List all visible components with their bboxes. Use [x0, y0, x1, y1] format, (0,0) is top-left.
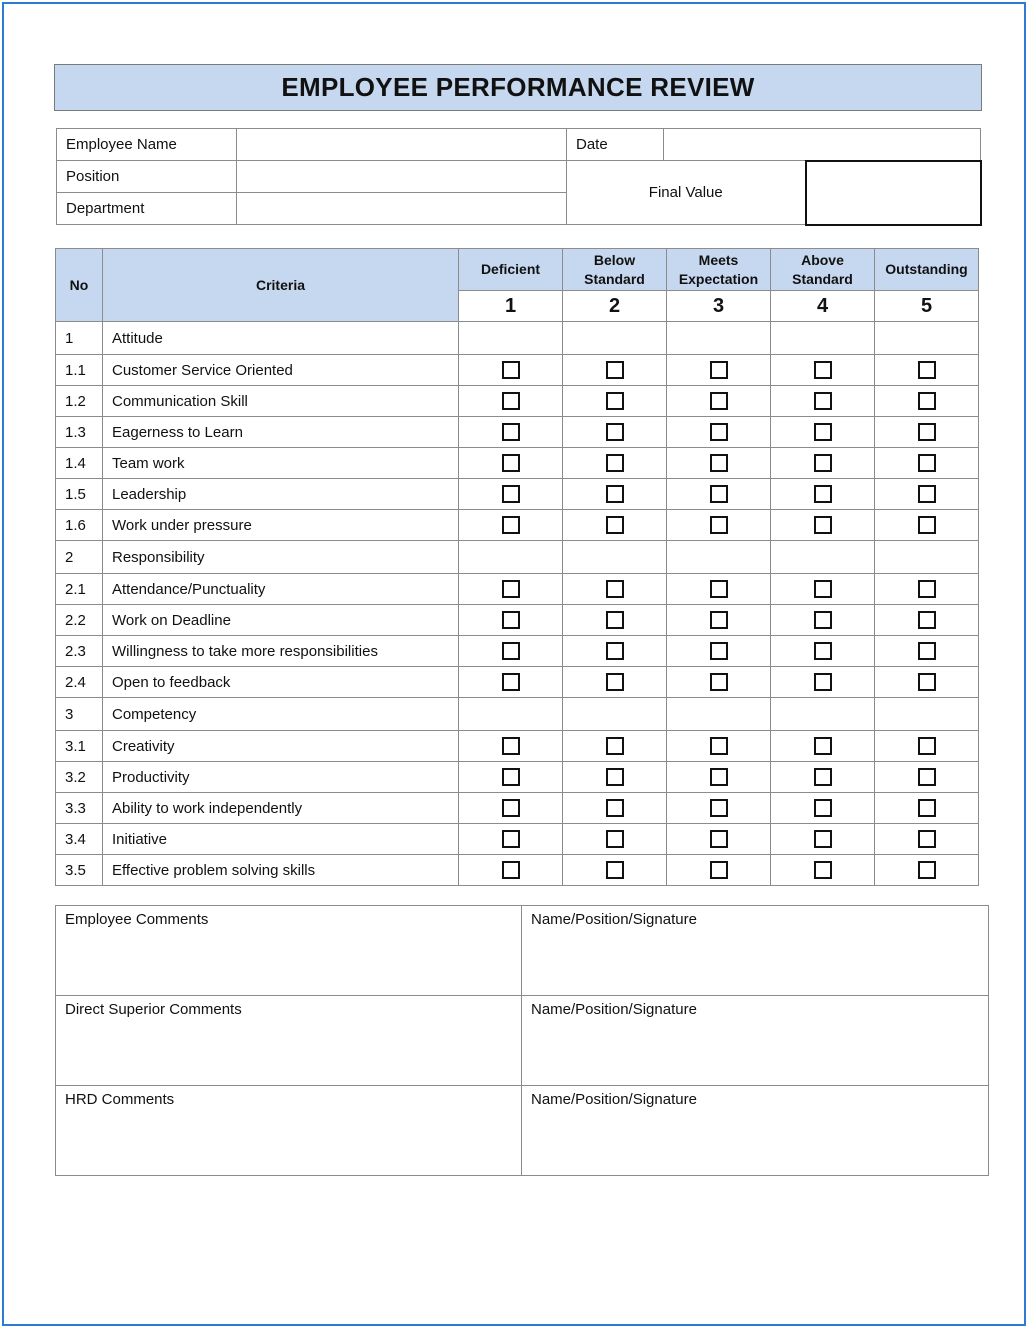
criteria-row — [56, 417, 979, 448]
rating-checkbox-1[interactable] — [502, 516, 520, 534]
rating-cell — [459, 731, 563, 762]
position-label: Position — [57, 161, 237, 193]
rating-cell — [771, 855, 875, 886]
rating-checkbox-1[interactable] — [502, 861, 520, 879]
employee-name-label: Employee Name — [57, 129, 237, 161]
rating-checkbox-3[interactable] — [710, 861, 728, 879]
rating-checkbox-1[interactable] — [502, 799, 520, 817]
rating-cell — [563, 386, 667, 417]
rating-cell — [875, 386, 979, 417]
rating-checkbox-3[interactable] — [710, 611, 728, 629]
rating-cell — [875, 574, 979, 605]
rating-value-4: 4 — [771, 291, 875, 322]
rating-cell — [667, 479, 771, 510]
rating-cell — [459, 417, 563, 448]
rating-checkbox-3[interactable] — [710, 799, 728, 817]
rating-cell — [667, 510, 771, 541]
rating-cell — [563, 636, 667, 667]
rating-cell — [563, 698, 667, 731]
rating-cell — [459, 355, 563, 386]
rating-cell — [875, 417, 979, 448]
rating-checkbox-2[interactable] — [606, 799, 624, 817]
rating-cell — [563, 574, 667, 605]
rating-value-2: 2 — [563, 291, 667, 322]
section-name: Responsibility — [103, 541, 459, 574]
criteria-name: Work under pressure — [103, 510, 459, 541]
criteria-name: Attendance/Punctuality — [103, 574, 459, 605]
rating-header-deficient: Deficient — [459, 249, 563, 291]
rating-value-5: 5 — [875, 291, 979, 322]
rating-cell — [459, 448, 563, 479]
department-label: Department — [57, 193, 237, 225]
rating-checkbox-3[interactable] — [710, 580, 728, 598]
rating-checkbox-5[interactable] — [918, 611, 936, 629]
comment-field[interactable]: Direct Superior Comments — [56, 996, 522, 1086]
criteria-name: Effective problem solving skills — [103, 855, 459, 886]
criteria-number: 2.2 — [56, 605, 103, 636]
rating-cell — [667, 698, 771, 731]
rating-header-below-standard: Below Standard — [563, 249, 667, 291]
rating-cell — [875, 541, 979, 574]
section-number: 3 — [56, 698, 103, 731]
criteria-row — [56, 386, 979, 417]
rating-checkbox-3[interactable] — [710, 454, 728, 472]
rating-cell — [459, 793, 563, 824]
rating-cell — [563, 448, 667, 479]
criteria-table — [55, 248, 979, 886]
criteria-name: Communication Skill — [103, 386, 459, 417]
rating-checkbox-2[interactable] — [606, 861, 624, 879]
rating-checkbox-1[interactable] — [502, 454, 520, 472]
rating-cell — [771, 322, 875, 355]
rating-checkbox-1[interactable] — [502, 580, 520, 598]
rating-checkbox-3[interactable] — [710, 485, 728, 503]
criteria-number: 3.3 — [56, 793, 103, 824]
criteria-row — [56, 762, 979, 793]
rating-checkbox-5[interactable] — [918, 485, 936, 503]
final-value-field[interactable] — [806, 161, 981, 225]
rating-cell — [771, 355, 875, 386]
criteria-row — [56, 793, 979, 824]
signature-field[interactable]: Name/Position/Signature — [522, 996, 989, 1086]
rating-header-meets-expectation: Meets Expectation — [667, 249, 771, 291]
criteria-name: Team work — [103, 448, 459, 479]
criteria-name: Leadership — [103, 479, 459, 510]
rating-checkbox-3[interactable] — [710, 361, 728, 379]
rating-cell — [667, 855, 771, 886]
rating-cell — [667, 731, 771, 762]
rating-checkbox-2[interactable] — [606, 768, 624, 786]
rating-cell — [771, 417, 875, 448]
rating-cell — [771, 510, 875, 541]
section-number: 1 — [56, 322, 103, 355]
criteria-number: 2.4 — [56, 667, 103, 698]
rating-checkbox-3[interactable] — [710, 392, 728, 410]
rating-checkbox-2[interactable] — [606, 611, 624, 629]
criteria-row — [56, 636, 979, 667]
position-field[interactable] — [237, 161, 567, 193]
rating-checkbox-5[interactable] — [918, 516, 936, 534]
rating-checkbox-5[interactable] — [918, 392, 936, 410]
rating-cell — [563, 355, 667, 386]
rating-checkbox-4[interactable] — [814, 454, 832, 472]
rating-cell — [667, 574, 771, 605]
criteria-number: 3.2 — [56, 762, 103, 793]
rating-cell — [459, 605, 563, 636]
rating-cell — [771, 667, 875, 698]
rating-cell — [563, 541, 667, 574]
rating-cell — [875, 322, 979, 355]
rating-cell — [667, 793, 771, 824]
comment-field[interactable]: Employee Comments — [56, 906, 522, 996]
rating-checkbox-5[interactable] — [918, 454, 936, 472]
rating-cell — [459, 824, 563, 855]
rating-checkbox-5[interactable] — [918, 642, 936, 660]
rating-cell — [563, 322, 667, 355]
rating-checkbox-4[interactable] — [814, 423, 832, 441]
rating-checkbox-1[interactable] — [502, 423, 520, 441]
comment-row — [56, 996, 989, 1086]
date-field[interactable] — [664, 129, 981, 161]
criteria-number: 1.5 — [56, 479, 103, 510]
page-title: EMPLOYEE PERFORMANCE REVIEW — [54, 64, 982, 111]
rating-cell — [771, 698, 875, 731]
rating-cell — [459, 667, 563, 698]
rating-checkbox-4[interactable] — [814, 485, 832, 503]
rating-cell — [667, 762, 771, 793]
rating-cell — [875, 667, 979, 698]
rating-checkbox-2[interactable] — [606, 485, 624, 503]
criteria-row — [56, 855, 979, 886]
rating-checkbox-5[interactable] — [918, 861, 936, 879]
criteria-number: 3.5 — [56, 855, 103, 886]
rating-cell — [563, 510, 667, 541]
rating-checkbox-4[interactable] — [814, 830, 832, 848]
rating-cell — [563, 824, 667, 855]
rating-cell — [459, 510, 563, 541]
rating-checkbox-2[interactable] — [606, 423, 624, 441]
rating-checkbox-4[interactable] — [814, 861, 832, 879]
rating-cell — [459, 479, 563, 510]
rating-checkbox-2[interactable] — [606, 642, 624, 660]
final-value-label: Final Value — [567, 161, 806, 225]
employee-name-field[interactable] — [237, 129, 567, 161]
rating-checkbox-5[interactable] — [918, 830, 936, 848]
rating-cell — [875, 605, 979, 636]
rating-checkbox-4[interactable] — [814, 580, 832, 598]
rating-cell — [771, 574, 875, 605]
section-row — [56, 541, 979, 574]
signature-field[interactable]: Name/Position/Signature — [522, 1086, 989, 1176]
rating-checkbox-4[interactable] — [814, 768, 832, 786]
criteria-name: Ability to work independently — [103, 793, 459, 824]
rating-checkbox-2[interactable] — [606, 392, 624, 410]
rating-checkbox-1[interactable] — [502, 737, 520, 755]
rating-cell — [667, 541, 771, 574]
rating-checkbox-4[interactable] — [814, 392, 832, 410]
rating-checkbox-2[interactable] — [606, 673, 624, 691]
rating-cell — [771, 762, 875, 793]
section-number: 2 — [56, 541, 103, 574]
rating-checkbox-1[interactable] — [502, 673, 520, 691]
section-row — [56, 322, 979, 355]
rating-checkbox-3[interactable] — [710, 516, 728, 534]
rating-cell — [459, 574, 563, 605]
date-label: Date — [567, 129, 664, 161]
rating-cell — [875, 479, 979, 510]
rating-cell — [875, 636, 979, 667]
rating-checkbox-1[interactable] — [502, 485, 520, 503]
rating-cell — [459, 636, 563, 667]
rating-cell — [459, 762, 563, 793]
comment-row — [56, 906, 989, 996]
rating-cell — [563, 479, 667, 510]
rating-cell — [459, 322, 563, 355]
rating-header-above-standard: Above Standard — [771, 249, 875, 291]
rating-checkbox-3[interactable] — [710, 642, 728, 660]
rating-cell — [875, 762, 979, 793]
rating-checkbox-1[interactable] — [502, 392, 520, 410]
criteria-header: Criteria — [103, 249, 459, 322]
criteria-name: Initiative — [103, 824, 459, 855]
rating-checkbox-3[interactable] — [710, 737, 728, 755]
criteria-number: 1.2 — [56, 386, 103, 417]
no-header: No — [56, 249, 103, 322]
rating-cell — [875, 448, 979, 479]
criteria-number: 2.3 — [56, 636, 103, 667]
rating-checkbox-5[interactable] — [918, 768, 936, 786]
criteria-number: 1.6 — [56, 510, 103, 541]
rating-checkbox-3[interactable] — [710, 768, 728, 786]
rating-cell — [563, 855, 667, 886]
rating-checkbox-2[interactable] — [606, 361, 624, 379]
rating-cell — [459, 855, 563, 886]
rating-checkbox-4[interactable] — [814, 799, 832, 817]
rating-cell — [667, 636, 771, 667]
rating-cell — [875, 855, 979, 886]
rating-cell — [563, 793, 667, 824]
rating-checkbox-5[interactable] — [918, 361, 936, 379]
employee-info-table — [56, 128, 982, 226]
rating-checkbox-5[interactable] — [918, 673, 936, 691]
rating-cell — [563, 762, 667, 793]
rating-checkbox-1[interactable] — [502, 642, 520, 660]
rating-checkbox-5[interactable] — [918, 423, 936, 441]
rating-cell — [667, 824, 771, 855]
rating-cell — [771, 731, 875, 762]
criteria-number: 1.4 — [56, 448, 103, 479]
department-field[interactable] — [237, 193, 567, 225]
rating-checkbox-4[interactable] — [814, 642, 832, 660]
rating-checkbox-4[interactable] — [814, 737, 832, 755]
rating-cell — [667, 322, 771, 355]
criteria-number: 3.4 — [56, 824, 103, 855]
rating-cell — [563, 417, 667, 448]
rating-cell — [459, 541, 563, 574]
comment-row — [56, 1086, 989, 1176]
rating-cell — [771, 386, 875, 417]
rating-checkbox-2[interactable] — [606, 516, 624, 534]
rating-checkbox-1[interactable] — [502, 830, 520, 848]
criteria-number: 3.1 — [56, 731, 103, 762]
rating-checkbox-3[interactable] — [710, 830, 728, 848]
rating-cell — [875, 510, 979, 541]
section-name: Competency — [103, 698, 459, 731]
rating-value-1: 1 — [459, 291, 563, 322]
criteria-number: 2.1 — [56, 574, 103, 605]
criteria-number: 1.1 — [56, 355, 103, 386]
rating-cell — [771, 541, 875, 574]
rating-cell — [667, 448, 771, 479]
rating-cell — [459, 698, 563, 731]
rating-checkbox-5[interactable] — [918, 580, 936, 598]
criteria-row — [56, 605, 979, 636]
rating-checkbox-4[interactable] — [814, 673, 832, 691]
rating-cell — [667, 355, 771, 386]
rating-checkbox-5[interactable] — [918, 737, 936, 755]
section-name: Attitude — [103, 322, 459, 355]
rating-cell — [771, 793, 875, 824]
rating-cell — [771, 824, 875, 855]
comment-field[interactable]: HRD Comments — [56, 1086, 522, 1176]
rating-checkbox-1[interactable] — [502, 768, 520, 786]
rating-header-outstanding: Outstanding — [875, 249, 979, 291]
rating-cell — [563, 731, 667, 762]
rating-checkbox-4[interactable] — [814, 516, 832, 534]
rating-checkbox-2[interactable] — [606, 737, 624, 755]
criteria-row — [56, 510, 979, 541]
criteria-name: Eagerness to Learn — [103, 417, 459, 448]
rating-cell — [771, 479, 875, 510]
rating-cell — [667, 605, 771, 636]
rating-cell — [459, 386, 563, 417]
criteria-name: Willingness to take more responsibilities — [103, 636, 459, 667]
criteria-row — [56, 667, 979, 698]
rating-checkbox-1[interactable] — [502, 611, 520, 629]
criteria-name: Customer Service Oriented — [103, 355, 459, 386]
criteria-name: Creativity — [103, 731, 459, 762]
rating-cell — [875, 824, 979, 855]
criteria-row — [56, 574, 979, 605]
criteria-row — [56, 731, 979, 762]
criteria-name: Work on Deadline — [103, 605, 459, 636]
section-row — [56, 698, 979, 731]
rating-cell — [875, 355, 979, 386]
criteria-row — [56, 479, 979, 510]
rating-checkbox-3[interactable] — [710, 673, 728, 691]
rating-cell — [667, 667, 771, 698]
rating-cell — [667, 386, 771, 417]
rating-cell — [667, 417, 771, 448]
rating-checkbox-2[interactable] — [606, 580, 624, 598]
signature-field[interactable]: Name/Position/Signature — [522, 906, 989, 996]
criteria-body — [56, 322, 979, 886]
rating-checkbox-3[interactable] — [710, 423, 728, 441]
rating-checkbox-4[interactable] — [814, 611, 832, 629]
rating-cell — [771, 448, 875, 479]
rating-cell — [563, 605, 667, 636]
rating-checkbox-2[interactable] — [606, 454, 624, 472]
rating-checkbox-1[interactable] — [502, 361, 520, 379]
rating-checkbox-2[interactable] — [606, 830, 624, 848]
rating-value-3: 3 — [667, 291, 771, 322]
rating-checkbox-5[interactable] — [918, 799, 936, 817]
comments-table — [55, 905, 989, 1176]
rating-cell — [875, 731, 979, 762]
rating-cell — [563, 667, 667, 698]
criteria-row — [56, 824, 979, 855]
rating-cell — [875, 698, 979, 731]
criteria-row — [56, 448, 979, 479]
rating-cell — [771, 636, 875, 667]
rating-cell — [771, 605, 875, 636]
criteria-row — [56, 355, 979, 386]
criteria-number: 1.3 — [56, 417, 103, 448]
criteria-name: Productivity — [103, 762, 459, 793]
criteria-name: Open to feedback — [103, 667, 459, 698]
rating-cell — [875, 793, 979, 824]
rating-checkbox-4[interactable] — [814, 361, 832, 379]
